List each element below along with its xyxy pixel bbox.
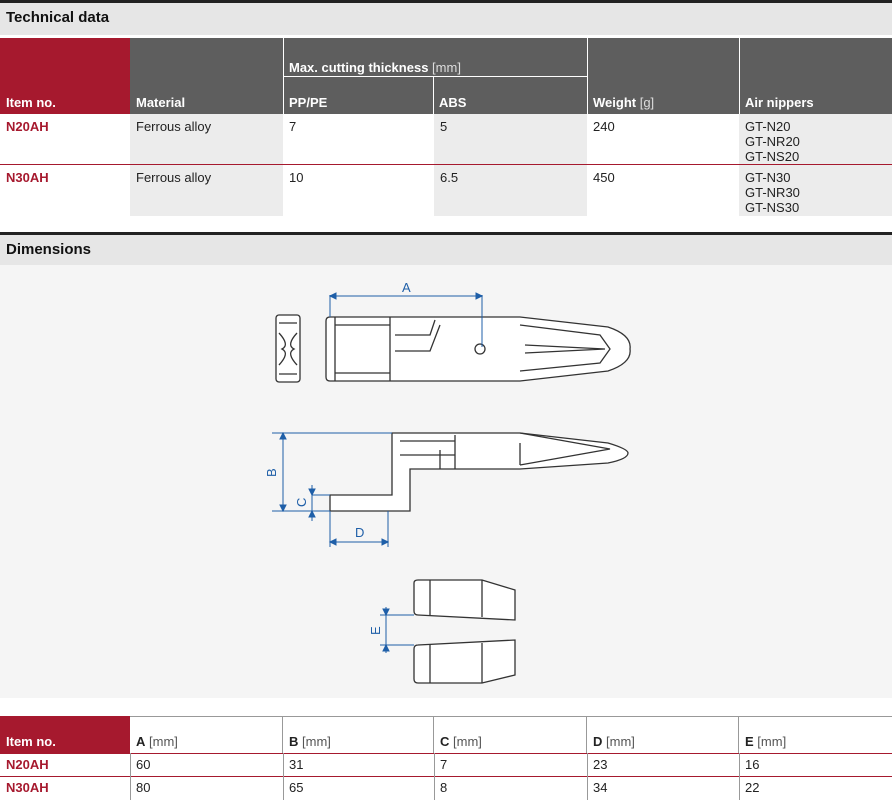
dimension-drawing <box>0 265 892 698</box>
dim-header-item-no: Item no. <box>0 716 130 753</box>
dimensions-heading: Dimensions <box>0 235 892 267</box>
dim-label-d: D <box>355 525 365 540</box>
cutting-group-label: Max. cutting thickness [mm] <box>289 60 461 75</box>
abs-cell: 5 <box>440 119 448 134</box>
header-air-nippers: Air nippers <box>739 38 892 114</box>
header-material: Material <box>130 38 283 114</box>
weight-cell: 240 <box>593 119 615 134</box>
nippers-cell: GT-N20 GT-NR20 GT-NS20 <box>745 119 800 164</box>
dim-header-d: D [mm] <box>587 716 739 753</box>
dim-label-b: B <box>264 468 279 477</box>
dim-label-e: E <box>368 626 383 635</box>
header-item-no: Item no. <box>0 38 130 114</box>
abs-cell: 6.5 <box>440 170 459 185</box>
end-view-drawing <box>276 315 300 382</box>
pp-cell: 7 <box>289 119 297 134</box>
pp-cell: 10 <box>289 170 304 185</box>
weight-cell: 450 <box>593 170 615 185</box>
dim-label-c: C <box>294 497 309 507</box>
jaw-view-drawing <box>414 580 515 683</box>
dim-header-a: A [mm] <box>130 716 283 753</box>
item-no-cell: N20AH <box>6 119 49 134</box>
side-view-drawing <box>330 433 628 511</box>
material-cell: Ferrous alloy <box>136 170 212 185</box>
dim-label-a: A <box>402 280 411 295</box>
top-view-drawing <box>326 317 630 381</box>
header-cutting-group: Max. cutting thickness [mm] PP/PE ABS <box>283 38 587 114</box>
nippers-cell: GT-N30 GT-NR30 GT-NS30 <box>745 170 800 215</box>
dim-header-c: C [mm] <box>434 716 587 753</box>
group-divider <box>283 76 587 77</box>
dimension-drawing-area <box>0 265 892 698</box>
item-no-cell: N30AH <box>6 170 49 185</box>
technical-data-heading: Technical data <box>0 3 892 35</box>
dim-header-e: E [mm] <box>745 734 787 749</box>
material-cell: Ferrous alloy <box>136 119 212 134</box>
dim-header-b: B [mm] <box>283 716 434 753</box>
row-separator <box>0 164 892 165</box>
header-weight: Weight [g] <box>587 38 739 114</box>
